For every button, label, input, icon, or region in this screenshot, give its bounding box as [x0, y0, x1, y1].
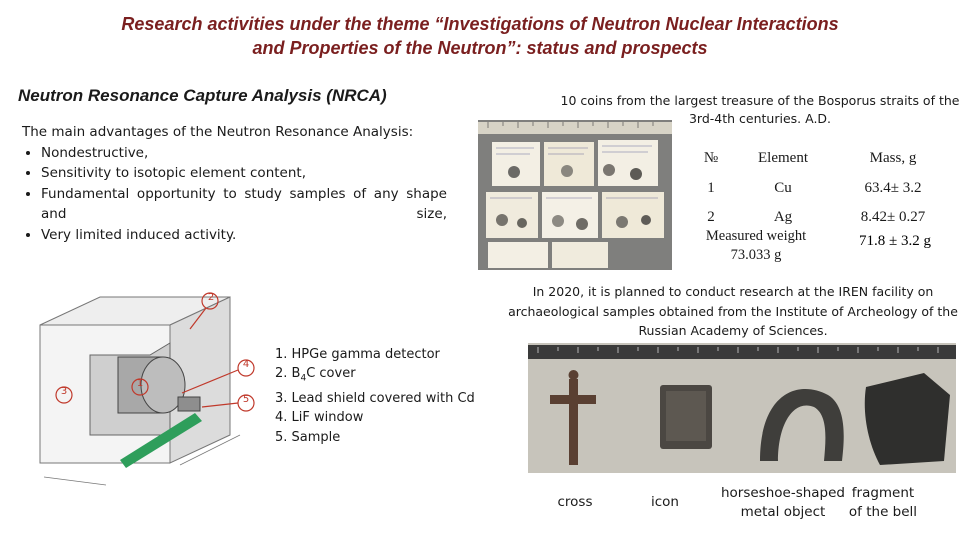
callout-4: 4	[242, 359, 250, 370]
table-cell: 8.42± 0.27	[860, 209, 926, 225]
table-row	[686, 174, 956, 203]
table-cell: Cu	[774, 180, 792, 196]
table-cell: Ag	[773, 209, 793, 225]
callout-2: 2	[207, 292, 215, 303]
slide-title	[0, 12, 960, 60]
coins-caption: 10 coins from the largest treasure of the Bosporus straits of the 3rd-4th centuries. A.D.	[560, 93, 960, 126]
callout-5: 5	[242, 394, 250, 405]
advantage-item: • Fundamental opportunity to study samples of any shape and size,	[41, 184, 447, 225]
advantage-item: • Very limited induced activity.	[41, 225, 447, 246]
title-line-2: and Properties of the Neutron”: status and prospects	[252, 38, 708, 58]
legend-item: 2. $B_4C$ cover	[275, 366, 356, 384]
table-header: Element	[758, 149, 808, 166]
coins-photo	[478, 120, 672, 270]
artifact-label-horseshoe: horseshoe-shaped metal object	[720, 485, 846, 520]
artifact-label-icon: icon	[651, 494, 679, 510]
advantages-list	[22, 143, 447, 246]
artifact-label-cross: cross	[557, 494, 593, 510]
advantages-intro: The main advantages of the Neutron Resonance Analysis:	[22, 124, 414, 140]
table-header: №	[703, 149, 719, 166]
advantages-block	[22, 122, 447, 245]
legend-item: 5. Sample	[275, 429, 341, 445]
legend-item: 1. HPGe gamma detector	[275, 347, 440, 362]
nrca-heading: Neutron Resonance Capture Analysis (NRCA)	[18, 86, 387, 105]
table-cell: 2	[707, 209, 715, 225]
element-mass-table	[686, 142, 956, 232]
measured-weight-label: Measured weight 73.033 g	[705, 228, 807, 263]
table-cell: 1	[707, 180, 715, 196]
artifacts-photo	[528, 343, 956, 473]
legend-item: 4. LiF window	[275, 410, 364, 426]
table-cell: 63.4± 3.2	[864, 180, 922, 196]
detector-setup-diagram	[30, 285, 280, 495]
title-line-1: Research activities under the theme “Investigations of Neutron Nuclear Interactions	[121, 14, 839, 34]
research-plan-text: In 2020, it is planned to conduct research at the IREN facility on archaeological samples obtained from the Institute of Archeology of the Russian Academy of Sciences.	[508, 284, 958, 338]
legend-item: 3. Lead shield covered with Cd	[275, 391, 475, 407]
artifact-label-bell: fragment of the bell	[848, 485, 918, 520]
advantage-item: • Nondestructive,	[41, 143, 447, 164]
advantage-item: • Sensitivity to isotopic element content,	[41, 163, 447, 184]
callout-3: 3	[60, 386, 68, 397]
setup-legend	[275, 345, 475, 447]
table-header: Mass, g	[869, 149, 917, 166]
callout-1: 1	[136, 378, 144, 389]
measured-mass-value: 71.8 ± 3.2 g	[859, 233, 931, 249]
